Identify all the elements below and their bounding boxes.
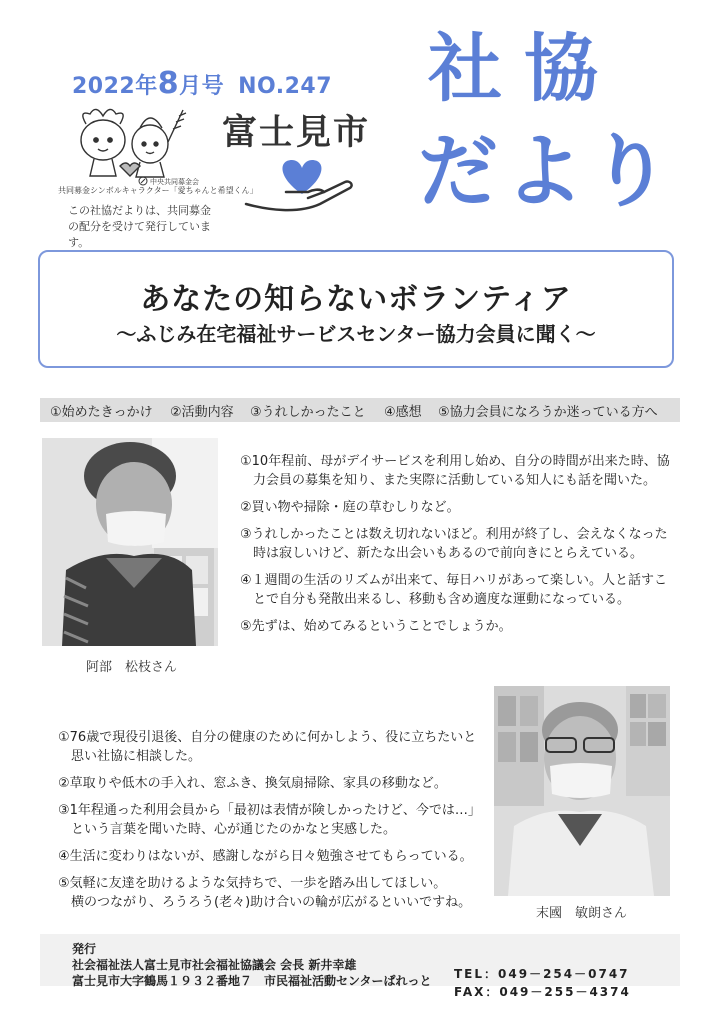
answers-interviewee-1 [240,452,690,636]
answer-item [240,525,690,563]
answer-line: ④１週間の生活のリズムが出来て、毎日ハリがあって楽しい。人と話すこ [240,573,668,588]
answer-line: 時は寂しいけど、新たな出会いもあるので前向きにとらえている。 [240,546,644,561]
phone-number: TEL：049－254－0747 [454,967,630,981]
answer-item [58,801,488,839]
heart-hand-icon [238,150,368,220]
answer-line: ①76歳で現役引退後、自分の健康のために何かしよう、役に立ちたいと [58,730,477,745]
answer-line: ④生活に変わりはないが、感謝しながら日々勉強させてもらっている。 [58,849,473,864]
answer-item [58,728,488,766]
issue-number: NO.247 [238,74,333,99]
answer-line: ③1年程通った利用会員から「最初は表情が険しかったけど、今では…」 [58,803,481,818]
answers-interviewee-2 [58,728,488,912]
publisher-address: 富士見市大字鶴馬１９３２番地７ 市民福祉活動センターぱれっと [72,974,432,988]
mascot-logo-text: 中央共同募金会 [150,178,199,186]
feature-subtitle: ～ふじみ在宅福祉サービスセンター協力会員に聞く～ [116,322,596,346]
answer-line: 思い社協に相談した。 [58,749,202,764]
brand-title-line2: だより [418,125,676,218]
interviewee-name: 末國 敏朗さん [536,906,628,921]
question-item: ②活動内容 [170,405,234,420]
feature-title: あなたの知らないボランティア [140,282,572,317]
publisher-org: 社会福祉法人富士見市社会福祉協議会 会長 新井幸雄 [72,958,357,972]
mascot-credit: 共同募金シンボルキャラクター「愛ちゃんと希望くん」 [58,186,258,195]
answer-line: ②買い物や掃除・庭の草むしりなど。 [240,500,460,515]
issue-year: 2022年 [72,74,158,99]
question-item: ⑤協力会員になろうか迷っている方へ [438,405,658,420]
fax-number: FAX：049－255－4374 [454,985,631,999]
publisher-label: 発行 [72,942,97,956]
answer-line: ②草取りや低木の手入れ、窓ふき、換気扇掃除、家具の移動など。 [58,776,447,791]
photo-interviewee-1 [42,438,218,646]
answer-item [58,774,488,793]
issue-date [72,66,332,101]
question-item: ③うれしかったこと [250,405,366,420]
photo-interviewee-2 [494,686,670,896]
issue-month-number: 8 [157,66,180,101]
answer-line: ①10年程前、母がデイサービスを利用し始め、自分の時間が出来た時、協 [240,454,670,469]
issue-month-suffix: 月号 [179,74,225,99]
interviewee-name: 阿部 松枝さん [86,660,178,675]
brand-title-line1: 社協 [428,26,620,112]
answer-line: ⑤気軽に友達を助けるような気持ちで、一歩を踏み出してほしい。 [58,876,447,891]
answer-item [240,498,690,517]
city-name: 富士見市 [222,113,371,153]
question-item: ④感想 [384,405,422,420]
answer-line: という言葉を聞いた時、心が通じたのかなと実感した。 [58,822,397,837]
answer-item [240,452,690,490]
answer-item [58,874,488,912]
mascot-illustration [68,102,198,182]
question-item: ①始めたきっかけ [50,405,153,420]
answer-line: 横のつながり、ろうろう(老々)助け合いの輪が広がるといいですね。 [58,895,472,910]
answer-line: ③うれしかったことは数え切れないほど。利用が終了し、会えなくなった [240,527,668,542]
publisher-info [72,941,432,989]
answer-item [240,617,690,636]
answer-item [240,571,690,609]
answer-item [58,847,488,866]
answer-line: とで自分も発散出来るし、移動も含め適度な運動になっている。 [240,592,631,607]
answer-line: ⑤先ずは、始めてみるということでしょうか。 [240,619,512,634]
fund-note: この社協だよりは、共同募金の配分を受けて発行しています。 [68,204,211,249]
answer-line: 力会員の募集を知り、また実際に活動している知人にも話を聞いた。 [240,473,657,488]
